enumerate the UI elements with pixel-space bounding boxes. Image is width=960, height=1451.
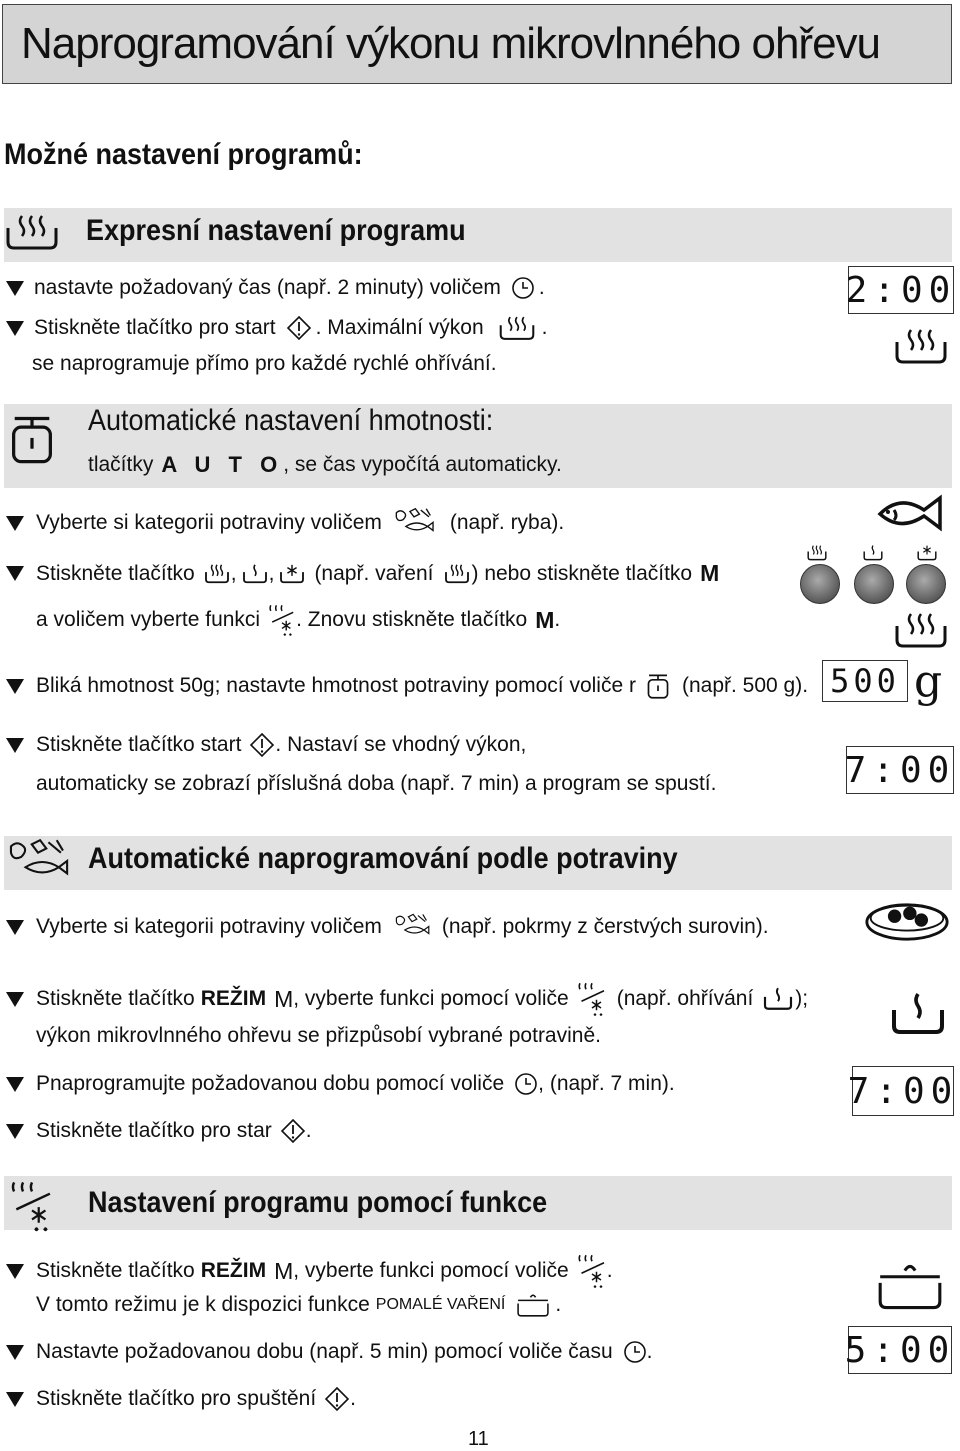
function-heading: Nastavení programu pomocí funkce [88, 1186, 548, 1219]
cook-icon [806, 544, 828, 562]
cook-knob [800, 564, 840, 604]
start-diamond-icon [286, 315, 312, 341]
auto-food-line-5: Stiskněte tlačítko pro star . [6, 1118, 312, 1144]
pot-steam-icon [892, 326, 950, 366]
food-category-icon [392, 912, 432, 942]
auto-food-line-2: Stiskněte tlačítko REŽIM M , vyberte funkci pomocí voliče (např. ohřívání ); [6, 980, 808, 1018]
slow-cook-pot-icon [874, 1260, 946, 1312]
express-line-1: nastavte požadovaný čas (např. 2 minuty) voličem . [6, 276, 545, 300]
scale-icon [10, 412, 54, 466]
auto-weight-heading: Automatické nastavení hmotnosti: [88, 404, 494, 437]
bullet-icon [6, 516, 24, 531]
function-icon [268, 602, 296, 638]
food-category-icon [392, 506, 436, 540]
auto-food-heading: Automatické naprogramování podle potraviny [88, 842, 678, 875]
auto-weight-line-2: Stiskněte tlačítko , , (např. vaření ) nebo stiskněte tlačítko M [6, 560, 719, 587]
bullet-icon [6, 281, 24, 296]
function-line-1: Stiskněte tlačítko REŽIM M , vyberte funkci pomocí voliče . [6, 1252, 613, 1290]
bullet-icon [6, 566, 24, 581]
defrost-icon [278, 563, 306, 585]
cook-icon [203, 563, 231, 585]
express-heading: Expresní nastavení programu [86, 214, 466, 247]
auto-food-line-3: výkon mikrovlnného ohřevu se přizpůsobí vybrané potravině. [36, 1024, 601, 1047]
title-bar [2, 4, 952, 84]
food-category-icon [6, 836, 70, 888]
cook-icon [442, 563, 472, 585]
plate-icon [864, 896, 950, 946]
clock-icon [514, 1072, 538, 1096]
express-line-2: Stiskněte tlačítko pro start . Maximální výkon . [6, 314, 548, 342]
defrost-icon [916, 544, 938, 562]
start-diamond-icon [324, 1386, 350, 1412]
time-display: 7:00 [852, 1066, 954, 1116]
auto-weight-line-1: Vyberte si kategorii potraviny voličem (např. ryba). [6, 506, 564, 540]
reheat-icon [886, 990, 950, 1038]
auto-food-line-4: Pnaprogramujte požadovanou dobu pomocí voliče , (např. 7 min). [6, 1072, 675, 1096]
reheat-icon [761, 986, 795, 1012]
auto-weight-line-3: a voličem vyberte funkci . Znovu stiskněte tlačítko M . [36, 602, 560, 638]
function-line-2: V tomto režimu je k dispozici funkce POMALÉ VAŘENÍ . [36, 1293, 562, 1316]
function-icon [577, 980, 607, 1018]
clock-icon [623, 1340, 647, 1364]
bullet-icon [6, 920, 24, 935]
start-diamond-icon [249, 732, 275, 758]
weight-unit: g [914, 656, 943, 707]
function-line-4: Stiskněte tlačítko pro spuštění . [6, 1386, 356, 1412]
possible-heading: Možné nastavení programů: [4, 138, 363, 171]
fish-icon [876, 492, 946, 532]
bullet-icon [6, 1124, 24, 1139]
reheat-icon [241, 563, 269, 585]
scale-icon [646, 672, 670, 700]
page-title: Naprogramování výkonu mikrovlnného ohřevu [21, 19, 881, 68]
start-diamond-icon [280, 1118, 306, 1144]
function-icon [577, 1252, 607, 1290]
bullet-icon [6, 1392, 24, 1407]
time-display: 5:00 [848, 1326, 952, 1374]
pot-steam-icon [892, 610, 950, 650]
bullet-icon [6, 992, 24, 1007]
bullet-icon [6, 738, 24, 753]
bullet-icon [6, 1264, 24, 1279]
reheat-icon [862, 544, 884, 562]
bullet-icon [6, 321, 24, 336]
function-icon [8, 1178, 56, 1234]
reheat-knob [854, 564, 894, 604]
weight-display: 500 [822, 660, 908, 702]
pot-steam-icon [498, 314, 536, 342]
auto-weight-line-5: Stiskněte tlačítko start . Nastaví se vhodný výkon, [6, 732, 526, 758]
bullet-icon [6, 679, 24, 694]
express-line-3: se naprogramuje přímo pro každé rychlé ohřívání. [32, 352, 497, 375]
auto-weight-subheading: tlačítky A U T O , se čas vypočítá automaticky. [88, 452, 562, 477]
auto-weight-line-4: Bliká hmotnost 50g; nastavte hmotnost potraviny pomocí voliče r (např. 500 g). [6, 672, 808, 700]
page-number: 11 [468, 1428, 489, 1450]
time-display: 2:00 [848, 266, 954, 314]
bullet-icon [6, 1077, 24, 1092]
defrost-knob [906, 564, 946, 604]
auto-food-line-1: Vyberte si kategorii potraviny voličem (např. pokrmy z čerstvých surovin). [6, 912, 769, 942]
bullet-icon [6, 1345, 24, 1360]
clock-icon [511, 276, 535, 300]
time-display: 7:00 [846, 746, 954, 794]
function-line-3: Nastavte požadovanou dobu (např. 5 min) pomocí voliče času . [6, 1340, 653, 1364]
pot-steam-icon [4, 212, 60, 252]
slow-cook-pot-icon [515, 1292, 551, 1318]
auto-weight-line-6: automaticky se zobrazí příslušná doba (např. 7 min) a program se spustí. [36, 772, 717, 795]
